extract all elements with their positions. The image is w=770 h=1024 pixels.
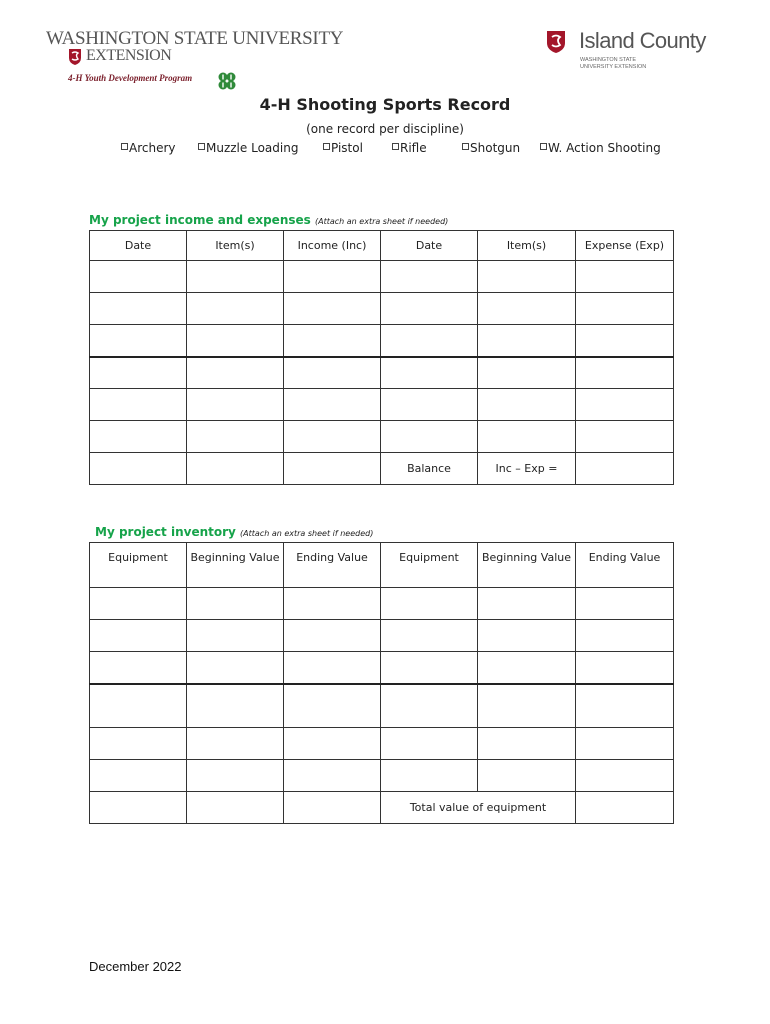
table-row bbox=[90, 389, 674, 421]
col-header-beginning-value: Beginning Value bbox=[187, 543, 284, 588]
col-header-items: Item(s) bbox=[187, 231, 284, 261]
table-cell[interactable] bbox=[381, 325, 478, 357]
table-cell[interactable] bbox=[90, 652, 187, 684]
col-header-date: Date bbox=[90, 231, 187, 261]
table-cell[interactable] bbox=[187, 588, 284, 620]
table-cell[interactable] bbox=[90, 588, 187, 620]
total-value-label: Total value of equipment bbox=[381, 792, 576, 824]
table-cell[interactable] bbox=[284, 325, 381, 357]
inventory-section-title bbox=[95, 525, 373, 539]
col-header-ending-value: Ending Value bbox=[284, 543, 381, 588]
col-header-expense: Expense (Exp) bbox=[576, 231, 674, 261]
discipline-label: Muzzle Loading bbox=[206, 141, 299, 155]
table-cell[interactable] bbox=[187, 684, 284, 728]
table-cell[interactable] bbox=[478, 652, 576, 684]
table-cell[interactable] bbox=[284, 684, 381, 728]
table-cell[interactable] bbox=[187, 325, 284, 357]
table-cell[interactable] bbox=[284, 453, 381, 485]
table-row bbox=[90, 620, 674, 652]
table-cell[interactable] bbox=[576, 652, 674, 684]
table-cell[interactable] bbox=[90, 453, 187, 485]
county-subtitle: WASHINGTON STATE UNIVERSITY EXTENSION bbox=[580, 57, 647, 70]
four-h-clover-icon bbox=[216, 70, 238, 92]
discipline-rifle[interactable] bbox=[392, 141, 427, 155]
inventory-title-text: My project inventory bbox=[95, 525, 236, 539]
wsu-extension-logo bbox=[46, 28, 344, 94]
discipline-muzzle-loading[interactable] bbox=[198, 141, 298, 155]
table-cell[interactable] bbox=[90, 760, 187, 792]
income-note: (Attach an extra sheet if needed) bbox=[314, 217, 449, 226]
discipline-pistol[interactable] bbox=[323, 141, 363, 155]
table-cell[interactable] bbox=[90, 261, 187, 293]
table-cell[interactable] bbox=[381, 293, 478, 325]
table-row bbox=[90, 728, 674, 760]
wsu-shield-icon bbox=[546, 30, 566, 54]
island-county-logo bbox=[546, 28, 716, 78]
table-cell[interactable] bbox=[90, 389, 187, 421]
page-subtitle: (one record per discipline) bbox=[306, 122, 464, 136]
balance-row bbox=[90, 453, 674, 485]
table-cell[interactable] bbox=[90, 357, 187, 389]
table-row bbox=[90, 652, 674, 684]
table-cell[interactable] bbox=[284, 792, 381, 824]
table-cell[interactable] bbox=[187, 728, 284, 760]
table-cell[interactable] bbox=[284, 261, 381, 293]
col-header-equipment: Equipment bbox=[381, 543, 478, 588]
discipline-w-action-shooting[interactable] bbox=[540, 141, 661, 155]
wsu-name: WASHINGTON STATE UNIVERSITY bbox=[46, 28, 344, 49]
table-cell[interactable] bbox=[284, 652, 381, 684]
table-cell[interactable] bbox=[478, 728, 576, 760]
table-cell[interactable] bbox=[284, 760, 381, 792]
table-cell[interactable] bbox=[576, 325, 674, 357]
table-cell[interactable] bbox=[381, 357, 478, 389]
page-title: 4-H Shooting Sports Record bbox=[259, 95, 511, 114]
table-cell[interactable] bbox=[381, 684, 478, 728]
discipline-archery[interactable] bbox=[121, 141, 176, 155]
discipline-label: Archery bbox=[129, 141, 176, 155]
discipline-label: Rifle bbox=[400, 141, 427, 155]
table-cell[interactable] bbox=[187, 389, 284, 421]
balance-value-cell[interactable] bbox=[576, 453, 674, 485]
table-row bbox=[90, 261, 674, 293]
table-cell[interactable] bbox=[381, 389, 478, 421]
table-cell[interactable] bbox=[187, 760, 284, 792]
table-row bbox=[90, 760, 674, 792]
checkbox-icon[interactable] bbox=[121, 143, 128, 150]
table-cell[interactable] bbox=[576, 357, 674, 389]
balance-formula: Inc – Exp = bbox=[478, 453, 576, 485]
table-cell[interactable] bbox=[576, 760, 674, 792]
table-cell[interactable] bbox=[478, 760, 576, 792]
balance-label: Balance bbox=[381, 453, 478, 485]
table-cell[interactable] bbox=[284, 389, 381, 421]
table-cell[interactable] bbox=[381, 588, 478, 620]
col-header-beginning-value: Beginning Value bbox=[478, 543, 576, 588]
table-cell[interactable] bbox=[381, 652, 478, 684]
total-value-cell[interactable] bbox=[576, 792, 674, 824]
table-cell[interactable] bbox=[576, 261, 674, 293]
checkbox-icon[interactable] bbox=[392, 143, 399, 150]
table-cell[interactable] bbox=[284, 588, 381, 620]
checkbox-icon[interactable] bbox=[323, 143, 330, 150]
income-section-title bbox=[89, 213, 448, 227]
table-cell[interactable] bbox=[187, 792, 284, 824]
table-cell[interactable] bbox=[90, 620, 187, 652]
table-row bbox=[90, 293, 674, 325]
checkbox-icon[interactable] bbox=[462, 143, 469, 150]
table-cell[interactable] bbox=[576, 588, 674, 620]
table-cell[interactable] bbox=[381, 421, 478, 453]
table-cell[interactable] bbox=[90, 421, 187, 453]
table-cell[interactable] bbox=[187, 453, 284, 485]
table-header-row bbox=[90, 543, 674, 588]
table-cell[interactable] bbox=[90, 728, 187, 760]
col-header-items: Item(s) bbox=[478, 231, 576, 261]
table-cell[interactable] bbox=[478, 293, 576, 325]
table-cell[interactable] bbox=[478, 357, 576, 389]
table-cell[interactable] bbox=[478, 389, 576, 421]
table-cell[interactable] bbox=[284, 357, 381, 389]
table-cell[interactable] bbox=[187, 421, 284, 453]
table-cell[interactable] bbox=[576, 421, 674, 453]
table-cell[interactable] bbox=[478, 620, 576, 652]
table-row bbox=[90, 325, 674, 357]
table-cell[interactable] bbox=[381, 760, 478, 792]
table-cell[interactable] bbox=[576, 728, 674, 760]
table-cell[interactable] bbox=[576, 684, 674, 728]
table-header-row bbox=[90, 231, 674, 261]
table-cell[interactable] bbox=[90, 684, 187, 728]
table-cell[interactable] bbox=[478, 261, 576, 293]
table-cell[interactable] bbox=[187, 652, 284, 684]
table-cell[interactable] bbox=[381, 261, 478, 293]
wsu-shield-icon bbox=[68, 48, 82, 66]
footer-date: December 2022 bbox=[89, 959, 182, 974]
table-cell[interactable] bbox=[284, 728, 381, 760]
table-row bbox=[90, 421, 674, 453]
table-cell[interactable] bbox=[478, 588, 576, 620]
table-cell[interactable] bbox=[187, 261, 284, 293]
table-cell[interactable] bbox=[90, 792, 187, 824]
wsu-extension-word: EXTENSION bbox=[86, 47, 172, 64]
col-header-income: Income (Inc) bbox=[284, 231, 381, 261]
table-cell[interactable] bbox=[90, 325, 187, 357]
table-cell[interactable] bbox=[284, 293, 381, 325]
discipline-label: Pistol bbox=[331, 141, 363, 155]
table-row bbox=[90, 588, 674, 620]
checkbox-icon[interactable] bbox=[198, 143, 205, 150]
table-row bbox=[90, 684, 674, 728]
income-title-text: My project income and expenses bbox=[89, 213, 311, 227]
checkbox-icon[interactable] bbox=[540, 143, 547, 150]
table-cell[interactable] bbox=[381, 728, 478, 760]
col-header-date: Date bbox=[381, 231, 478, 261]
table-cell[interactable] bbox=[90, 293, 187, 325]
youth-program-label: 4-H Youth Development Program bbox=[68, 73, 193, 83]
discipline-shotgun[interactable] bbox=[462, 141, 520, 155]
col-header-ending-value: Ending Value bbox=[576, 543, 674, 588]
table-cell[interactable] bbox=[284, 421, 381, 453]
table-cell[interactable] bbox=[381, 620, 478, 652]
discipline-label: W. Action Shooting bbox=[548, 141, 661, 155]
table-cell[interactable] bbox=[576, 389, 674, 421]
discipline-label: Shotgun bbox=[470, 141, 521, 155]
income-expense-table bbox=[89, 230, 674, 485]
table-cell[interactable] bbox=[284, 620, 381, 652]
inventory-note: (Attach an extra sheet if needed) bbox=[240, 529, 374, 538]
table-cell[interactable] bbox=[478, 421, 576, 453]
county-name: Island County bbox=[579, 28, 706, 53]
table-cell[interactable] bbox=[576, 620, 674, 652]
table-row bbox=[90, 357, 674, 389]
inventory-table bbox=[89, 542, 674, 824]
table-cell[interactable] bbox=[478, 684, 576, 728]
table-cell[interactable] bbox=[478, 325, 576, 357]
table-cell[interactable] bbox=[187, 357, 284, 389]
total-row bbox=[90, 792, 674, 824]
table-cell[interactable] bbox=[576, 293, 674, 325]
table-cell[interactable] bbox=[187, 620, 284, 652]
col-header-equipment: Equipment bbox=[90, 543, 187, 588]
table-cell[interactable] bbox=[187, 293, 284, 325]
